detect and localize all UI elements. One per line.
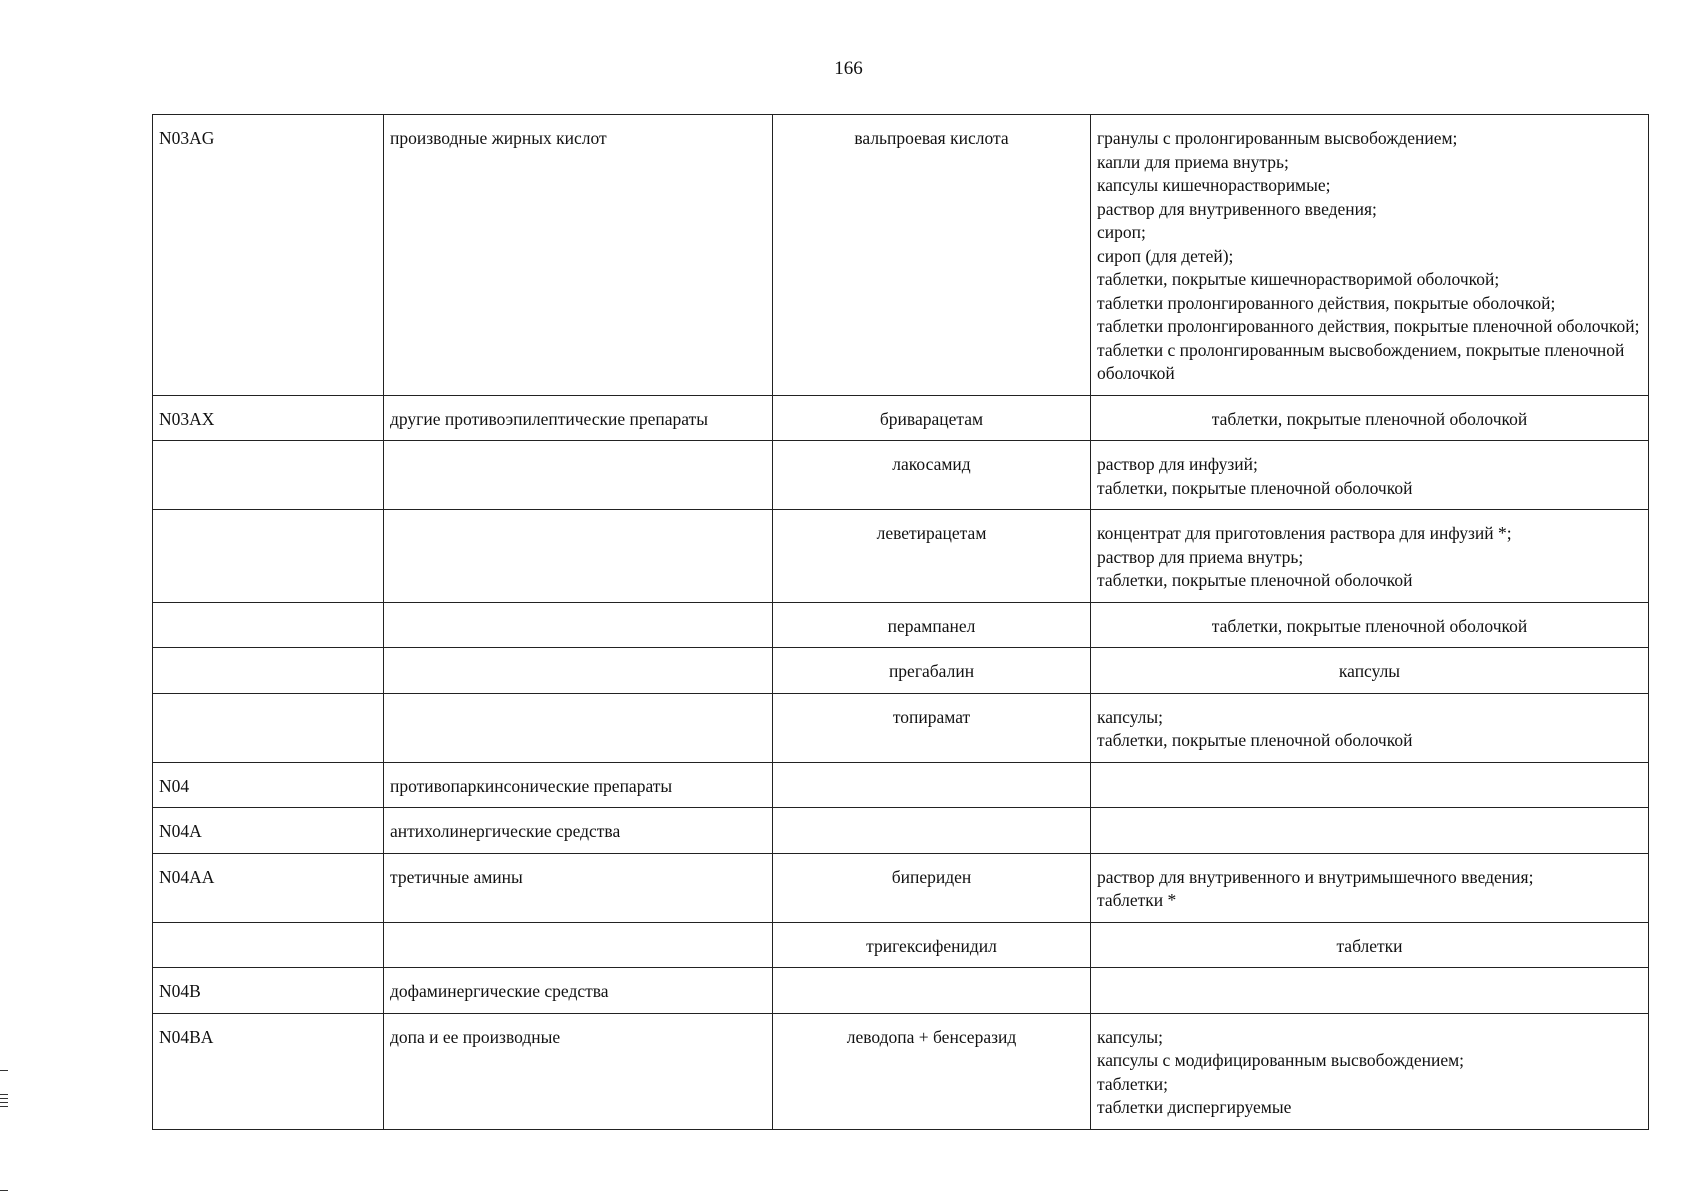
- dosage-forms-cell: [1091, 395, 1649, 441]
- dosage-form-line: таблетки с пролонгированным высвобождением, покрытые пленочной оболочкой: [1097, 339, 1625, 383]
- atc-code-cell: [153, 602, 384, 648]
- anatomical-group-cell: [384, 441, 773, 510]
- dosage-form-line: сироп;: [1097, 222, 1146, 242]
- drug-name-cell: [773, 762, 1091, 808]
- dosage-form-line: таблетки: [1336, 935, 1403, 956]
- table-row: [153, 922, 1649, 968]
- atc-code-cell: N04BA: [153, 1013, 384, 1129]
- table-row: [153, 395, 1649, 441]
- dosage-form-line: раствор для внутривенного и внутримышечного введения;: [1097, 866, 1534, 887]
- drug-name-cell: вальпроевая кислота: [773, 115, 1091, 396]
- table-row: [153, 762, 1649, 808]
- anatomical-group-cell: [384, 602, 773, 648]
- dosage-form-line: таблетки, покрытые пленочной оболочкой: [1097, 570, 1413, 590]
- drug-name-cell: [773, 808, 1091, 854]
- margin-mark: [0, 1190, 8, 1191]
- dosage-form-line: гранулы с пролонгированным высвобождением;: [1097, 128, 1458, 148]
- dosage-form-line: концентрат для приготовления раствора для инфузий *;: [1097, 523, 1512, 543]
- margin-mark: [0, 1106, 8, 1107]
- dosage-form-line: раствор для инфузий;: [1097, 454, 1258, 474]
- drug-name-cell: топирамат: [773, 693, 1091, 762]
- drug-name-cell: бриварацетам: [773, 395, 1091, 441]
- drug-name-cell: бипериден: [773, 853, 1091, 922]
- dosage-forms-cell: [1091, 441, 1649, 510]
- dosage-form-line: таблетки *: [1097, 890, 1177, 910]
- atc-code-cell: N03AG: [153, 115, 384, 396]
- margin-mark: [0, 1102, 8, 1103]
- drug-name-cell: тригексифенидил: [773, 922, 1091, 968]
- drug-name-cell: леводопа + бенсеразид: [773, 1013, 1091, 1129]
- atc-code-cell: N04B: [153, 968, 384, 1014]
- dosage-form-line: таблетки, покрытые пленочной оболочкой: [1211, 408, 1528, 429]
- dosage-forms-cell: [1091, 853, 1649, 922]
- dosage-form-line: таблетки, покрытые пленочной оболочкой: [1211, 615, 1528, 636]
- table-row: [153, 968, 1649, 1014]
- dosage-form-line: капли для приема внутрь;: [1097, 151, 1289, 172]
- dosage-form-line: таблетки, покрытые пленочной оболочкой: [1097, 477, 1413, 498]
- dosage-form-line: раствор для приема внутрь;: [1097, 546, 1304, 567]
- margin-mark: [0, 1094, 8, 1095]
- atc-code-cell: [153, 441, 384, 510]
- anatomical-group-cell: [384, 510, 773, 603]
- dosage-form-line: капсулы;: [1097, 706, 1164, 727]
- atc-code-cell: N04: [153, 762, 384, 808]
- atc-code-cell: [153, 510, 384, 603]
- dosage-form-line: капсулы: [1338, 661, 1401, 681]
- anatomical-group-cell: [384, 648, 773, 694]
- table-row: [153, 808, 1649, 854]
- anatomical-group-cell: антихолинергические средства: [384, 808, 773, 854]
- atc-code-cell: [153, 648, 384, 694]
- dosage-forms-cell: [1091, 968, 1649, 1014]
- anatomical-group-cell: допа и ее производные: [384, 1013, 773, 1129]
- dosage-forms-cell: [1091, 922, 1649, 968]
- dosage-form-line: таблетки пролонгированного действия, покрытые пленочной оболочкой;: [1097, 316, 1640, 336]
- anatomical-group-cell: [384, 693, 773, 762]
- anatomical-group-cell: другие противоэпилептические препараты: [384, 395, 773, 441]
- table-row: [153, 1013, 1649, 1129]
- atc-code-cell: N04AA: [153, 853, 384, 922]
- table-row: [153, 648, 1649, 694]
- drug-name-cell: лакосамид: [773, 441, 1091, 510]
- drug-name-cell: прегабалин: [773, 648, 1091, 694]
- dosage-forms-cell: [1091, 115, 1649, 396]
- anatomical-group-cell: производные жирных кислот: [384, 115, 773, 396]
- page-number: 166: [834, 58, 863, 79]
- dosage-form-line: таблетки пролонгированного действия, покрытые оболочкой;: [1097, 292, 1556, 313]
- dosage-form-line: сироп (для детей);: [1097, 245, 1234, 266]
- table-row: [153, 693, 1649, 762]
- drug-name-cell: леветирацетам: [773, 510, 1091, 603]
- table-row: [153, 853, 1649, 922]
- anatomical-group-cell: третичные амины: [384, 853, 773, 922]
- dosage-forms-cell: [1091, 648, 1649, 694]
- dosage-forms-cell: [1091, 510, 1649, 603]
- dosage-forms-cell: [1091, 693, 1649, 762]
- atc-code-cell: [153, 693, 384, 762]
- dosage-forms-cell: [1091, 1013, 1649, 1129]
- atc-code-cell: [153, 922, 384, 968]
- dosage-forms-cell: [1091, 602, 1649, 648]
- dosage-form-line: таблетки, покрытые кишечнорастворимой оболочкой;: [1097, 269, 1500, 289]
- dosage-form-line: раствор для внутривенного введения;: [1097, 198, 1377, 219]
- atc-code-cell: N04A: [153, 808, 384, 854]
- margin-mark: [0, 1070, 8, 1071]
- table-row: [153, 510, 1649, 603]
- drug-name-cell: перампанел: [773, 602, 1091, 648]
- table-row: [153, 441, 1649, 510]
- dosage-form-line: таблетки;: [1097, 1073, 1168, 1094]
- atc-code-cell: N03AX: [153, 395, 384, 441]
- dosage-forms-cell: [1091, 808, 1649, 854]
- dosage-forms-cell: [1091, 762, 1649, 808]
- dosage-form-line: капсулы;: [1097, 1026, 1164, 1047]
- drug-name-cell: [773, 968, 1091, 1014]
- margin-mark: [0, 1098, 8, 1099]
- anatomical-group-cell: противопаркинсонические препараты: [384, 762, 773, 808]
- dosage-form-line: капсулы кишечнорастворимые;: [1097, 175, 1331, 195]
- table-body: [153, 115, 1649, 1130]
- dosage-form-line: капсулы с модифицированным высвобождением;: [1097, 1050, 1465, 1070]
- table-row: [153, 602, 1649, 648]
- table-row: [153, 115, 1649, 396]
- dosage-form-line: таблетки, покрытые пленочной оболочкой: [1097, 730, 1413, 750]
- anatomical-group-cell: [384, 922, 773, 968]
- dosage-form-line: таблетки диспергируемые: [1097, 1097, 1292, 1117]
- drug-table: [152, 114, 1649, 1130]
- anatomical-group-cell: дофаминергические средства: [384, 968, 773, 1014]
